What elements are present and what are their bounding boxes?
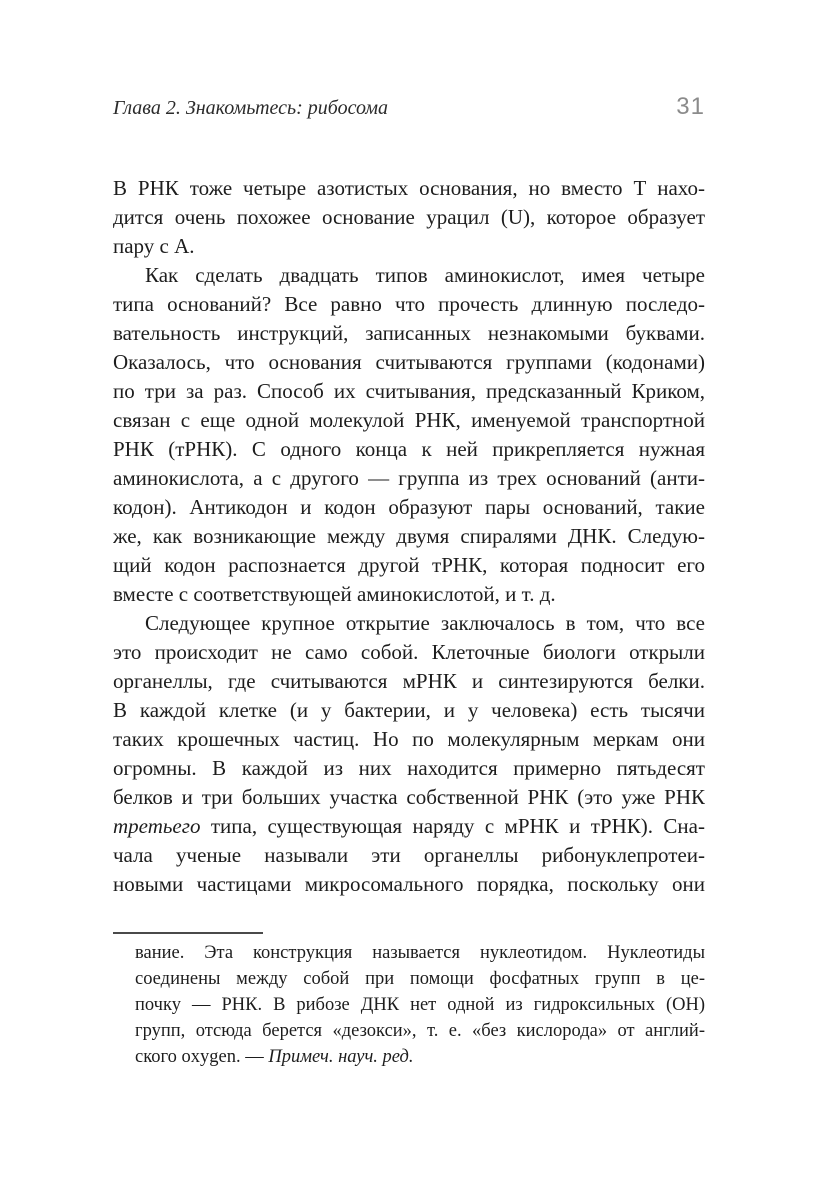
- body-line: таких крошечных частиц. Но по молекулярным меркам они: [113, 727, 705, 751]
- body-line: белков и три больших участка собственной РНК (это уже РНК: [113, 785, 705, 809]
- body-line: по три за раз. Способ их считывания, предсказанный Криком,: [113, 379, 705, 403]
- body-line: РНК (тРНК). С одного конца к ней прикрепляется нужная: [113, 437, 705, 461]
- body-line: Оказалось, что основания считываются группами (кодонами): [113, 350, 705, 374]
- footnote-line: вание. Эта конструкция называется нуклеотидом. Нуклеотиды: [135, 943, 705, 963]
- running-head: Глава 2. Знакомьтесь: рибосома: [113, 97, 388, 119]
- body-line: третьего типа, существующая наряду с мРНК и тРНК). Сна-: [113, 814, 705, 838]
- body-line: вместе с соответствующей аминокислотой, и т. д.: [113, 582, 556, 606]
- body-text: [113, 174, 705, 899]
- body-line: же, как возникающие между двумя спиралями ДНК. Следую-: [113, 524, 705, 548]
- body-line: огромны. В каждой из них находится примерно пятьдесят: [113, 756, 705, 780]
- page-number: 31: [676, 93, 705, 120]
- body-line: вательность инструкций, записанных незнакомыми буквами.: [113, 321, 705, 345]
- body-line: Следующее крупное открытие заключалось в том, что все: [145, 611, 705, 635]
- body-line: связан с еще одной молекулой РНК, именуемой транспортной: [113, 408, 705, 432]
- body-line: пару с А.: [113, 234, 195, 258]
- body-line: типа оснований? Все равно что прочесть длинную последо-: [113, 292, 705, 316]
- footnote-rule: [113, 932, 263, 934]
- footnote-line: групп, отсюда берется «дезокси», т. е. «без кислорода» от англий-: [135, 1021, 705, 1041]
- body-line: В РНК тоже четыре азотистых основания, но вместо Т нахо-: [113, 176, 705, 200]
- footnote-line: соединены между собой при помощи фосфатных групп в це-: [135, 969, 705, 989]
- body-line: чала ученые называли эти органеллы рибонуклепротеи-: [113, 843, 705, 867]
- body-line: органеллы, где считываются мРНК и синтезируются белки.: [113, 669, 705, 693]
- footnote-text: [113, 940, 705, 1070]
- body-line: новыми частицами микросомального порядка, поскольку они: [113, 872, 705, 896]
- body-line: щий кодон распознается другой тРНК, которая подносит его: [113, 553, 705, 577]
- page-header: [113, 92, 705, 122]
- body-line: Как сделать двадцать типов аминокислот, имея четыре: [145, 263, 705, 287]
- footnote-line: почку — РНК. В рибозе ДНК нет одной из гидроксильных (ОН): [135, 995, 705, 1015]
- footnote: [113, 932, 705, 1070]
- body-line: аминокислота, а с другого — группа из трех оснований (анти-: [113, 466, 705, 490]
- body-line: дится очень похожее основание урацил (U), которое образует: [113, 205, 705, 229]
- body-line: кодон). Антикодон и кодон образуют пары оснований, такие: [113, 495, 705, 519]
- body-line: В каждой клетке (и у бактерии, и у человека) есть тысячи: [113, 698, 705, 722]
- body-line: это происходит не само собой. Клеточные биологи открыли: [113, 640, 705, 664]
- footnote-line: ского oxygen. — Примеч. науч. ред.: [135, 1047, 414, 1067]
